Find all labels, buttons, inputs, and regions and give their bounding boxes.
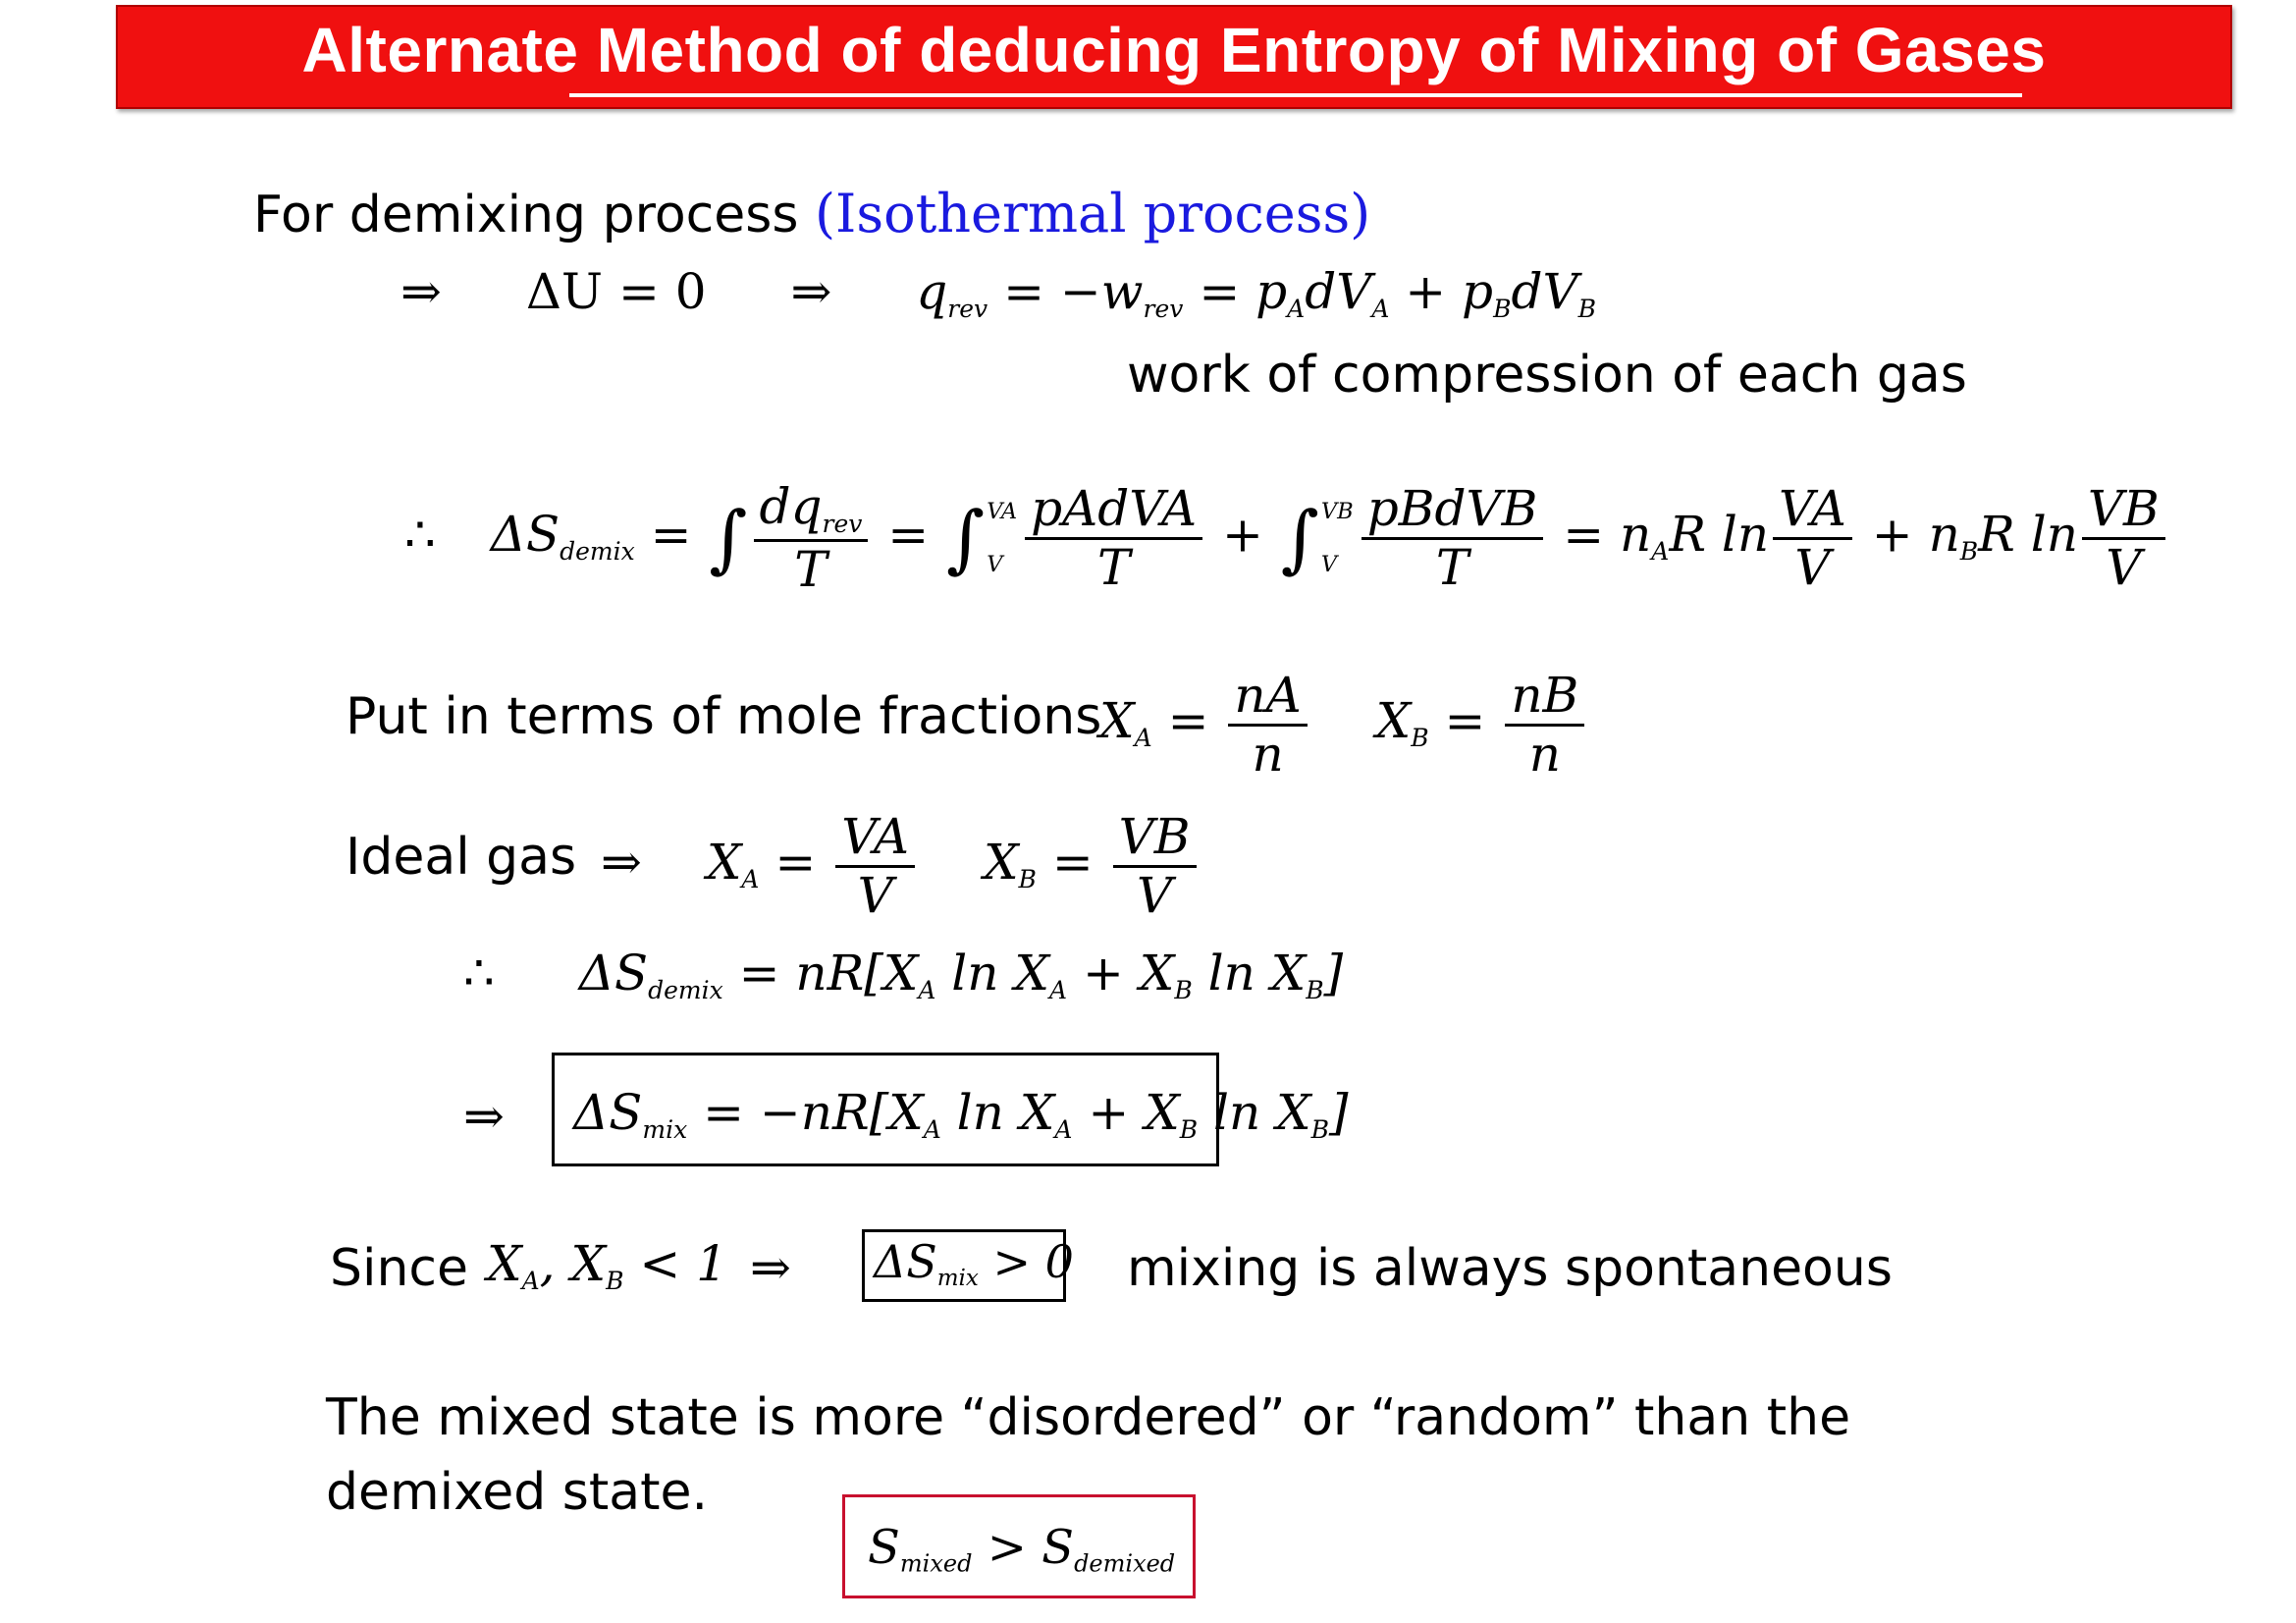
- ideal-gas-equations: ⇒ $X_A$ = $\frac{VA}{V}$ $X_B$ = $\frac{VB}{V}$: [601, 811, 1201, 921]
- implies-arrow-2: ⇒: [790, 263, 832, 320]
- mole-fraction-condition: $X_A$, $X_B < 1$: [487, 1235, 727, 1295]
- step6-arrow: ⇒: [463, 1088, 505, 1145]
- demix-entropy-equation: ∴ $\Delta S_{demix} = nR[X_A$ $\ln X_A + X_B$ $\ln X_B$]: [463, 945, 1344, 1004]
- implies-arrow: ⇒: [400, 263, 442, 320]
- conclusion-line-2: demixed state.: [326, 1463, 709, 1522]
- step1-line: [400, 263, 1596, 323]
- slide-title: Alternate Method of deducing Entropy of Mixing of Gases: [301, 15, 2047, 85]
- spontaneous-note: mixing is always spontaneous: [1127, 1239, 1893, 1298]
- mole-fraction-text: Put in terms of mole fractions: [346, 687, 1102, 746]
- entropy-comparison: $S_{mixed} > S_{demixed}$: [868, 1520, 1176, 1578]
- intro-line: [253, 183, 1370, 244]
- since-text: Since: [330, 1239, 468, 1298]
- work-note: work of compression of each gas: [1127, 346, 1967, 405]
- ideal-gas-text: Ideal gas: [346, 828, 577, 887]
- delta-u-equation: ΔU = 0: [525, 263, 707, 320]
- step2-integral-equation: ∴ $\Delta S_{demix}$ = ∫ $\frac{dq_{rev}}{T}$ = ∫ VA V $\frac{\text{pAdVA}}{T}$ + ∫ VB V $\frac{\text{pBdVB}}{T}$ = $n_AR$ ln $\frac{VA}{V}$ + $n_BR$ ln $\frac{VB}{V}$: [404, 481, 2169, 596]
- conclusion-line-1: The mixed state is more “disordered” or “random” than the: [326, 1388, 1851, 1447]
- mole-fraction-equations: $X_A$ = $\frac{nA}{n}$ $X_B$ = $\frac{nB}{n}$: [1099, 670, 1588, 780]
- intro-label: For demixing process: [253, 186, 799, 244]
- since-implies-arrow: ⇒: [750, 1239, 791, 1296]
- title-underline: [569, 93, 2022, 97]
- positive-entropy-expression: $\Delta S_{mix} > 0$: [874, 1235, 1074, 1292]
- q-rev-equation: $q_{rev} = -w_{rev} = p_AdV_A + p_BdV_B$: [916, 263, 1596, 323]
- title-banner: [116, 5, 2232, 109]
- mix-entropy-equation: $\Delta S_{mix} = -nR[X_A$ $\ln X_A + X_B$ $\ln X_B$]: [573, 1084, 1349, 1144]
- intro-highlight: (Isothermal process): [814, 183, 1371, 244]
